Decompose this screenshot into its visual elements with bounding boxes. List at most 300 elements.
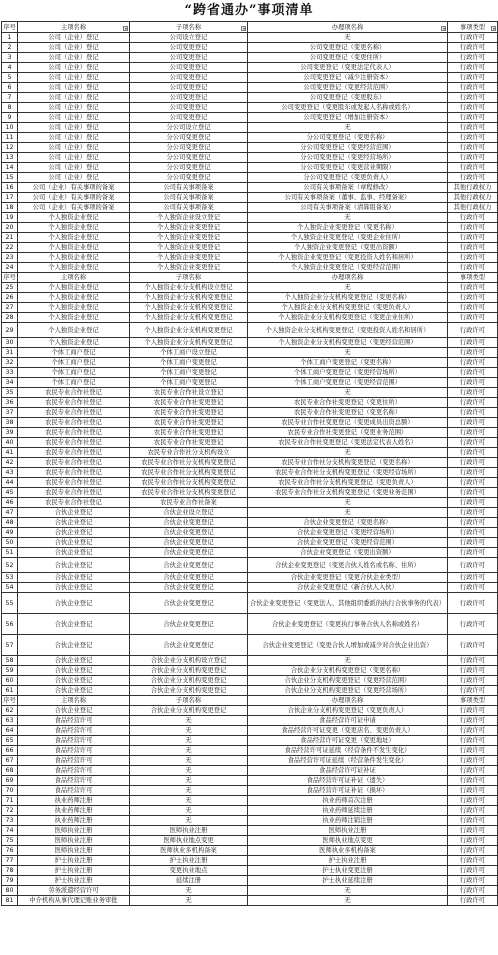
repeated-header-cell: 事项类型 <box>448 696 498 706</box>
table-row <box>2 896 498 906</box>
table-row <box>2 468 498 478</box>
item-type: 行政许可 <box>448 498 498 508</box>
handling-item-name: 合伙企业变更登记（变更出资额） <box>248 548 448 558</box>
table-row <box>2 293 498 303</box>
handling-item-name: 合伙企业变更登记（新合伙人入伙） <box>248 583 448 593</box>
item-type: 行政许可 <box>448 93 498 103</box>
sub-item-name: 医师执业多机构备案 <box>130 846 248 856</box>
sub-item-name: 农民专业合作社变更登记 <box>130 418 248 428</box>
item-type: 行政许可 <box>448 378 498 388</box>
sub-item-name: 延续注册 <box>130 876 248 886</box>
main-item-name: 公司（企业）登记 <box>18 33 130 43</box>
row-index: 12 <box>2 143 18 153</box>
row-index: 46 <box>2 498 18 508</box>
main-item-name: 个人独资企业登记 <box>18 233 130 243</box>
sub-item-name: 合伙企业变更登记 <box>130 518 248 528</box>
handling-item-name: 个人独资企业分支机构变更登记（变更名称） <box>248 293 448 303</box>
item-type: 行政许可 <box>448 418 498 428</box>
main-item-name: 公司（企业）登记 <box>18 63 130 73</box>
filter-dropdown-icon[interactable] <box>441 26 446 31</box>
handling-item-name: 公司变更登记（变更经营范围） <box>248 83 448 93</box>
row-index: 48 <box>2 518 18 528</box>
handling-item-name: 农民专业合作社变更登记（变更法定代表人姓名） <box>248 438 448 448</box>
item-type: 行政许可 <box>448 548 498 558</box>
main-item-name: 农民专业合作社登记 <box>18 478 130 488</box>
row-index: 23 <box>2 253 18 263</box>
handling-item-name: 农民专业合作社分支机构变更登记（变更业务范围） <box>248 488 448 498</box>
sub-item-name: 个体工商户变更登记 <box>130 368 248 378</box>
col-header-main-item <box>18 22 130 33</box>
main-item-name: 合伙企业登记 <box>18 635 130 656</box>
sub-item-name: 个人独资企业分支机构变更登记 <box>130 293 248 303</box>
handling-item-name: 个人独资企业分支机构变更登记（变更负责人） <box>248 303 448 313</box>
header-row <box>2 22 498 33</box>
table-row <box>2 173 498 183</box>
handling-item-name: 个人独资企业变更登记（变更企业住所） <box>248 233 448 243</box>
main-item-name: 食品经营许可 <box>18 766 130 776</box>
main-item-name: 合伙企业登记 <box>18 706 130 716</box>
item-type: 行政许可 <box>448 293 498 303</box>
row-index: 25 <box>2 283 18 293</box>
main-item-name: 农民专业合作社登记 <box>18 448 130 458</box>
sub-item-name: 公司变更登记 <box>130 83 248 93</box>
row-index: 78 <box>2 866 18 876</box>
sub-item-name: 公司设立登记 <box>130 33 248 43</box>
handling-item-name: 无 <box>248 348 448 358</box>
main-item-name: 医师执业注册 <box>18 826 130 836</box>
row-index: 11 <box>2 133 18 143</box>
row-index: 24 <box>2 263 18 273</box>
table-row <box>2 478 498 488</box>
repeated-header-cell: 办理项名称 <box>248 696 448 706</box>
sub-item-name: 个人独资企业变更登记 <box>130 243 248 253</box>
item-type: 行政许可 <box>448 368 498 378</box>
repeated-header-cell: 主项名称 <box>18 696 130 706</box>
item-type: 行政许可 <box>448 538 498 548</box>
main-item-name: 个人独资企业登记 <box>18 253 130 263</box>
item-type: 行政许可 <box>448 806 498 816</box>
sub-item-name: 合伙企业变更登记 <box>130 528 248 538</box>
handling-item-name: 合伙企业变更登记（变更名称） <box>248 518 448 528</box>
table-row <box>2 846 498 856</box>
sub-item-name: 合伙企业变更登记 <box>130 573 248 583</box>
main-item-name: 食品经营许可 <box>18 716 130 726</box>
row-index: 36 <box>2 398 18 408</box>
row-index: 68 <box>2 766 18 776</box>
filter-dropdown-icon[interactable] <box>491 26 496 31</box>
table-row <box>2 323 498 338</box>
main-item-name: 执业药师注册 <box>18 816 130 826</box>
handling-item-name: 个人独资企业变更登记（变更名称） <box>248 223 448 233</box>
sub-item-name: 合伙企业分支机构变更登记 <box>130 706 248 716</box>
table-row <box>2 458 498 468</box>
item-type: 行政许可 <box>448 766 498 776</box>
main-item-name: 个人独资企业登记 <box>18 338 130 348</box>
sub-item-name: 农民专业合作社分支机构变更登记 <box>130 488 248 498</box>
row-index: 74 <box>2 826 18 836</box>
handling-item-name: 食品经营许可证申请 <box>248 716 448 726</box>
main-item-name: 公司（企业）登记 <box>18 133 130 143</box>
table-row <box>2 438 498 448</box>
main-item-name: 农民专业合作社登记 <box>18 418 130 428</box>
item-type: 行政许可 <box>448 388 498 398</box>
handling-item-name: 食品经营许可证补证（遗失） <box>248 776 448 786</box>
table-row <box>2 213 498 223</box>
sub-item-name: 农民专业合作社变更登记 <box>130 438 248 448</box>
handling-item-name: 农民专业合作社变更登记（变更住所） <box>248 398 448 408</box>
main-item-name: 公司（企业）登记 <box>18 103 130 113</box>
table-row <box>2 538 498 548</box>
repeated-header-cell: 办理项名称 <box>248 273 448 283</box>
main-item-name: 合伙企业登记 <box>18 548 130 558</box>
item-type: 行政许可 <box>448 528 498 538</box>
handling-item-name: 护士执业变更注册 <box>248 866 448 876</box>
handling-item-name: 分公司变更登记（变更名称） <box>248 133 448 143</box>
handling-item-name: 公司有关事项备案（章程修改） <box>248 183 448 193</box>
row-index: 39 <box>2 428 18 438</box>
handling-item-name: 合伙企业分支机构变更登记（变更经营范围） <box>248 676 448 686</box>
row-index: 18 <box>2 203 18 213</box>
table-row <box>2 736 498 746</box>
sub-item-name: 无 <box>130 716 248 726</box>
main-item-name: 执业药师注册 <box>18 806 130 816</box>
item-type: 行政许可 <box>448 746 498 756</box>
row-index: 71 <box>2 796 18 806</box>
handling-item-name: 个体工商户变更登记（变更经营场所） <box>248 368 448 378</box>
row-index: 57 <box>2 635 18 656</box>
row-index: 63 <box>2 716 18 726</box>
handling-item-name: 公司变更登记（减少注册资本） <box>248 73 448 83</box>
row-index: 20 <box>2 223 18 233</box>
sub-item-name: 无 <box>130 806 248 816</box>
table-row <box>2 133 498 143</box>
row-index: 13 <box>2 153 18 163</box>
item-type: 行政许可 <box>448 836 498 846</box>
main-item-name: 公司（企业）登记 <box>18 113 130 123</box>
sub-item-name: 合伙企业分支机构设立登记 <box>130 656 248 666</box>
col-header-item-type-label: 事项类型 <box>459 23 486 31</box>
handling-item-name: 医师执业注册 <box>248 826 448 836</box>
handling-item-name: 农民专业合作社变更登记（变更成员出资总额） <box>248 418 448 428</box>
handling-item-name: 合伙企业变更登记（变更经营场所） <box>248 528 448 538</box>
main-item-name: 食品经营许可 <box>18 756 130 766</box>
sub-item-name: 农民专业合作社变更登记 <box>130 408 248 418</box>
main-item-name: 合伙企业登记 <box>18 593 130 614</box>
table-row <box>2 508 498 518</box>
row-index: 52 <box>2 558 18 573</box>
main-item-name: 个人独资企业登记 <box>18 263 130 273</box>
sub-item-name: 公司变更登记 <box>130 93 248 103</box>
row-index: 44 <box>2 478 18 488</box>
sub-item-name: 医师执业地点变更 <box>130 836 248 846</box>
sub-item-name: 无 <box>130 796 248 806</box>
repeated-header-cell: 主项名称 <box>18 273 130 283</box>
row-index: 58 <box>2 656 18 666</box>
sub-item-name: 公司变更登记 <box>130 103 248 113</box>
item-type: 行政许可 <box>448 398 498 408</box>
main-item-name: 公司（企业）登记 <box>18 93 130 103</box>
sub-item-name: 合伙企业分支机构变更登记 <box>130 676 248 686</box>
item-type: 行政许可 <box>448 508 498 518</box>
row-index: 21 <box>2 233 18 243</box>
row-index: 8 <box>2 103 18 113</box>
filter-dropdown-icon[interactable] <box>123 26 128 31</box>
sub-item-name: 分公司变更登记 <box>130 133 248 143</box>
table-row <box>2 418 498 428</box>
sub-item-name: 公司变更登记 <box>130 113 248 123</box>
col-header-sub-item <box>130 22 248 33</box>
item-type: 行政许可 <box>448 448 498 458</box>
item-type: 行政许可 <box>448 786 498 796</box>
table-row <box>2 583 498 593</box>
table-row <box>2 856 498 866</box>
item-type: 行政许可 <box>448 656 498 666</box>
main-item-name: 公司（企业）登记 <box>18 53 130 63</box>
table-row <box>2 103 498 113</box>
item-type: 行政许可 <box>448 143 498 153</box>
sub-item-name: 个人独资企业分支机构设立登记 <box>130 283 248 293</box>
main-item-name: 个体工商户登记 <box>18 378 130 388</box>
table-row <box>2 313 498 323</box>
item-type: 行政许可 <box>448 358 498 368</box>
sub-item-name: 公司变更登记 <box>130 63 248 73</box>
item-type: 行政许可 <box>448 488 498 498</box>
row-index: 69 <box>2 776 18 786</box>
handling-item-name: 公司变更登记（增加注册资本） <box>248 113 448 123</box>
handling-item-name: 护士执业注册 <box>248 856 448 866</box>
item-type: 行政许可 <box>448 796 498 806</box>
main-item-name: 食品经营许可 <box>18 736 130 746</box>
sub-item-name: 护士执业注册 <box>130 856 248 866</box>
sub-item-name: 个人独资企业分支机构变更登记 <box>130 303 248 313</box>
handling-item-name: 无 <box>248 33 448 43</box>
sub-item-name: 无 <box>130 756 248 766</box>
handling-item-name: 合伙企业分支机构变更登记（变更负责人） <box>248 706 448 716</box>
main-item-name: 农民专业合作社登记 <box>18 398 130 408</box>
item-type: 行政许可 <box>448 776 498 786</box>
row-index: 77 <box>2 856 18 866</box>
row-index: 4 <box>2 63 18 73</box>
item-list-table <box>1 21 498 906</box>
row-index: 45 <box>2 488 18 498</box>
col-header-index-label: 序号 <box>3 23 16 31</box>
row-index: 47 <box>2 508 18 518</box>
table-row <box>2 163 498 173</box>
item-type: 行政许可 <box>448 716 498 726</box>
sub-item-name: 公司变更登记 <box>130 73 248 83</box>
main-item-name: 农民专业合作社登记 <box>18 488 130 498</box>
page-title: “跨省通办”事项清单 <box>184 3 314 18</box>
main-item-name: 公司（企业）有关事项的备案 <box>18 183 130 193</box>
repeated-header-cell: 序号 <box>3 697 16 704</box>
table-row <box>2 666 498 676</box>
main-item-name: 个体工商户登记 <box>18 358 130 368</box>
item-type: 行政许可 <box>448 338 498 348</box>
sub-item-name: 农民专业合作社备案 <box>130 498 248 508</box>
table-row <box>2 635 498 656</box>
table-row <box>2 548 498 558</box>
item-type: 行政许可 <box>448 313 498 323</box>
item-type: 行政许可 <box>448 458 498 468</box>
table-row <box>2 686 498 696</box>
main-item-name: 公司（企业）登记 <box>18 163 130 173</box>
row-index: 28 <box>2 313 18 323</box>
main-item-name: 农民专业合作社登记 <box>18 498 130 508</box>
col-header-main-item-label: 主项名称 <box>60 23 87 31</box>
table-row <box>2 428 498 438</box>
repeated-header-cell: 子项名称 <box>130 696 248 706</box>
table-row <box>2 388 498 398</box>
sub-item-name: 合伙企业变更登记 <box>130 635 248 656</box>
main-item-name: 农民专业合作社登记 <box>18 458 130 468</box>
table-row <box>2 614 498 635</box>
sub-item-name: 分公司变更登记 <box>130 143 248 153</box>
main-item-name: 护士执业注册 <box>18 876 130 886</box>
item-type: 行政许可 <box>448 614 498 635</box>
item-type: 行政许可 <box>448 133 498 143</box>
sub-item-name: 合伙企业变更登记 <box>130 538 248 548</box>
handling-item-name: 公司变更登记（变更住所） <box>248 53 448 63</box>
sub-item-name: 公司有关事项备案 <box>130 183 248 193</box>
row-index: 22 <box>2 243 18 253</box>
row-index: 75 <box>2 836 18 846</box>
item-type: 行政许可 <box>448 726 498 736</box>
item-type: 行政许可 <box>448 43 498 53</box>
main-item-name: 护士执业注册 <box>18 856 130 866</box>
table-row <box>2 806 498 816</box>
table-row <box>2 706 498 716</box>
repeated-header-cell: 子项名称 <box>130 273 248 283</box>
item-type: 行政许可 <box>448 63 498 73</box>
item-type: 行政许可 <box>448 113 498 123</box>
main-item-name: 合伙企业登记 <box>18 518 130 528</box>
table-row <box>2 796 498 806</box>
table-row <box>2 816 498 826</box>
row-index: 62 <box>2 706 18 716</box>
table-row <box>2 193 498 203</box>
row-index: 50 <box>2 538 18 548</box>
table-row <box>2 776 498 786</box>
main-item-name: 中介机构从事代理记账业务审批 <box>18 896 130 906</box>
row-index: 70 <box>2 786 18 796</box>
handling-item-name: 个人独资企业分支机构变更登记（变更经营范围） <box>248 338 448 348</box>
sub-item-name: 农民专业合作社设立登记 <box>130 388 248 398</box>
main-item-name: 合伙企业登记 <box>18 676 130 686</box>
main-item-name: 公司（企业）登记 <box>18 73 130 83</box>
handling-item-name: 个人独资企业变更登记（变更出资额） <box>248 243 448 253</box>
table-row <box>2 558 498 573</box>
table-row <box>2 726 498 736</box>
main-item-name: 公司（企业）登记 <box>18 43 130 53</box>
main-item-name: 公司（企业）登记 <box>18 153 130 163</box>
row-index: 35 <box>2 388 18 398</box>
item-type: 行政许可 <box>448 886 498 896</box>
sub-item-name: 合伙企业变更登记 <box>130 558 248 573</box>
handling-item-name: 无 <box>248 498 448 508</box>
row-index: 38 <box>2 418 18 428</box>
row-index: 26 <box>2 293 18 303</box>
table-row <box>2 348 498 358</box>
row-index: 31 <box>2 348 18 358</box>
table-row <box>2 676 498 686</box>
col-header-index <box>2 22 18 33</box>
handling-item-name: 护士执业延续注册 <box>248 876 448 886</box>
sub-item-name: 变更执业地点 <box>130 866 248 876</box>
item-type: 行政许可 <box>448 428 498 438</box>
table-row <box>2 113 498 123</box>
item-type: 行政许可 <box>448 223 498 233</box>
item-type: 行政许可 <box>448 478 498 488</box>
table-row <box>2 716 498 726</box>
table-row <box>2 303 498 313</box>
main-item-name: 合伙企业登记 <box>18 508 130 518</box>
table-row <box>2 498 498 508</box>
handling-item-name: 无 <box>248 283 448 293</box>
table-row <box>2 143 498 153</box>
main-item-name: 食品经营许可 <box>18 726 130 736</box>
main-item-name: 医师执业注册 <box>18 846 130 856</box>
item-type: 行政许可 <box>448 263 498 273</box>
filter-dropdown-icon[interactable] <box>241 26 246 31</box>
sub-item-name: 农民专业合作社分支机构变更登记 <box>130 468 248 478</box>
main-item-name: 公司（企业）登记 <box>18 143 130 153</box>
sub-item-name: 无 <box>130 736 248 746</box>
row-index: 17 <box>2 193 18 203</box>
table-row <box>2 183 498 193</box>
table-row <box>2 398 498 408</box>
sub-item-name: 医师执业注册 <box>130 826 248 836</box>
table-row <box>2 203 498 213</box>
table-row <box>2 408 498 418</box>
sub-item-name: 分公司变更登记 <box>130 173 248 183</box>
main-item-name: 合伙企业登记 <box>18 666 130 676</box>
handling-item-name: 农民专业合作社变更登记（变更名称） <box>248 408 448 418</box>
handling-item-name: 无 <box>248 886 448 896</box>
item-type: 行政许可 <box>448 213 498 223</box>
item-type: 行政许可 <box>448 253 498 263</box>
table-row <box>2 866 498 876</box>
table-row <box>2 63 498 73</box>
sub-item-name: 合伙企业分支机构变更登记 <box>130 686 248 696</box>
row-index: 3 <box>2 53 18 63</box>
sub-item-name: 个体工商户变更登记 <box>130 378 248 388</box>
handling-item-name: 无 <box>248 508 448 518</box>
row-index: 9 <box>2 113 18 123</box>
table-row <box>2 876 498 886</box>
row-index: 41 <box>2 448 18 458</box>
main-item-name: 合伙企业登记 <box>18 558 130 573</box>
handling-item-name: 合伙企业变更登记（变更经营范围） <box>248 538 448 548</box>
item-type: 行政许可 <box>448 756 498 766</box>
handling-item-name: 无 <box>248 388 448 398</box>
main-item-name: 合伙企业登记 <box>18 583 130 593</box>
sub-item-name: 合伙企业分支机构变更登记 <box>130 666 248 676</box>
main-item-name: 农民专业合作社登记 <box>18 388 130 398</box>
table-row <box>2 153 498 163</box>
main-item-name: 个人独资企业登记 <box>18 293 130 303</box>
handling-item-name: 无 <box>248 896 448 906</box>
table-row <box>2 83 498 93</box>
table-row <box>2 756 498 766</box>
main-item-name: 个人独资企业登记 <box>18 223 130 233</box>
sub-item-name: 合伙企业变更登记 <box>130 614 248 635</box>
handling-item-name: 食品经营许可证补证 <box>248 766 448 776</box>
item-type: 行政许可 <box>448 686 498 696</box>
table-row <box>2 573 498 583</box>
sub-item-name: 分公司变更登记 <box>130 163 248 173</box>
table-row <box>2 746 498 756</box>
handling-item-name: 公司有关事项备案（董事、监事、经理备案） <box>248 193 448 203</box>
